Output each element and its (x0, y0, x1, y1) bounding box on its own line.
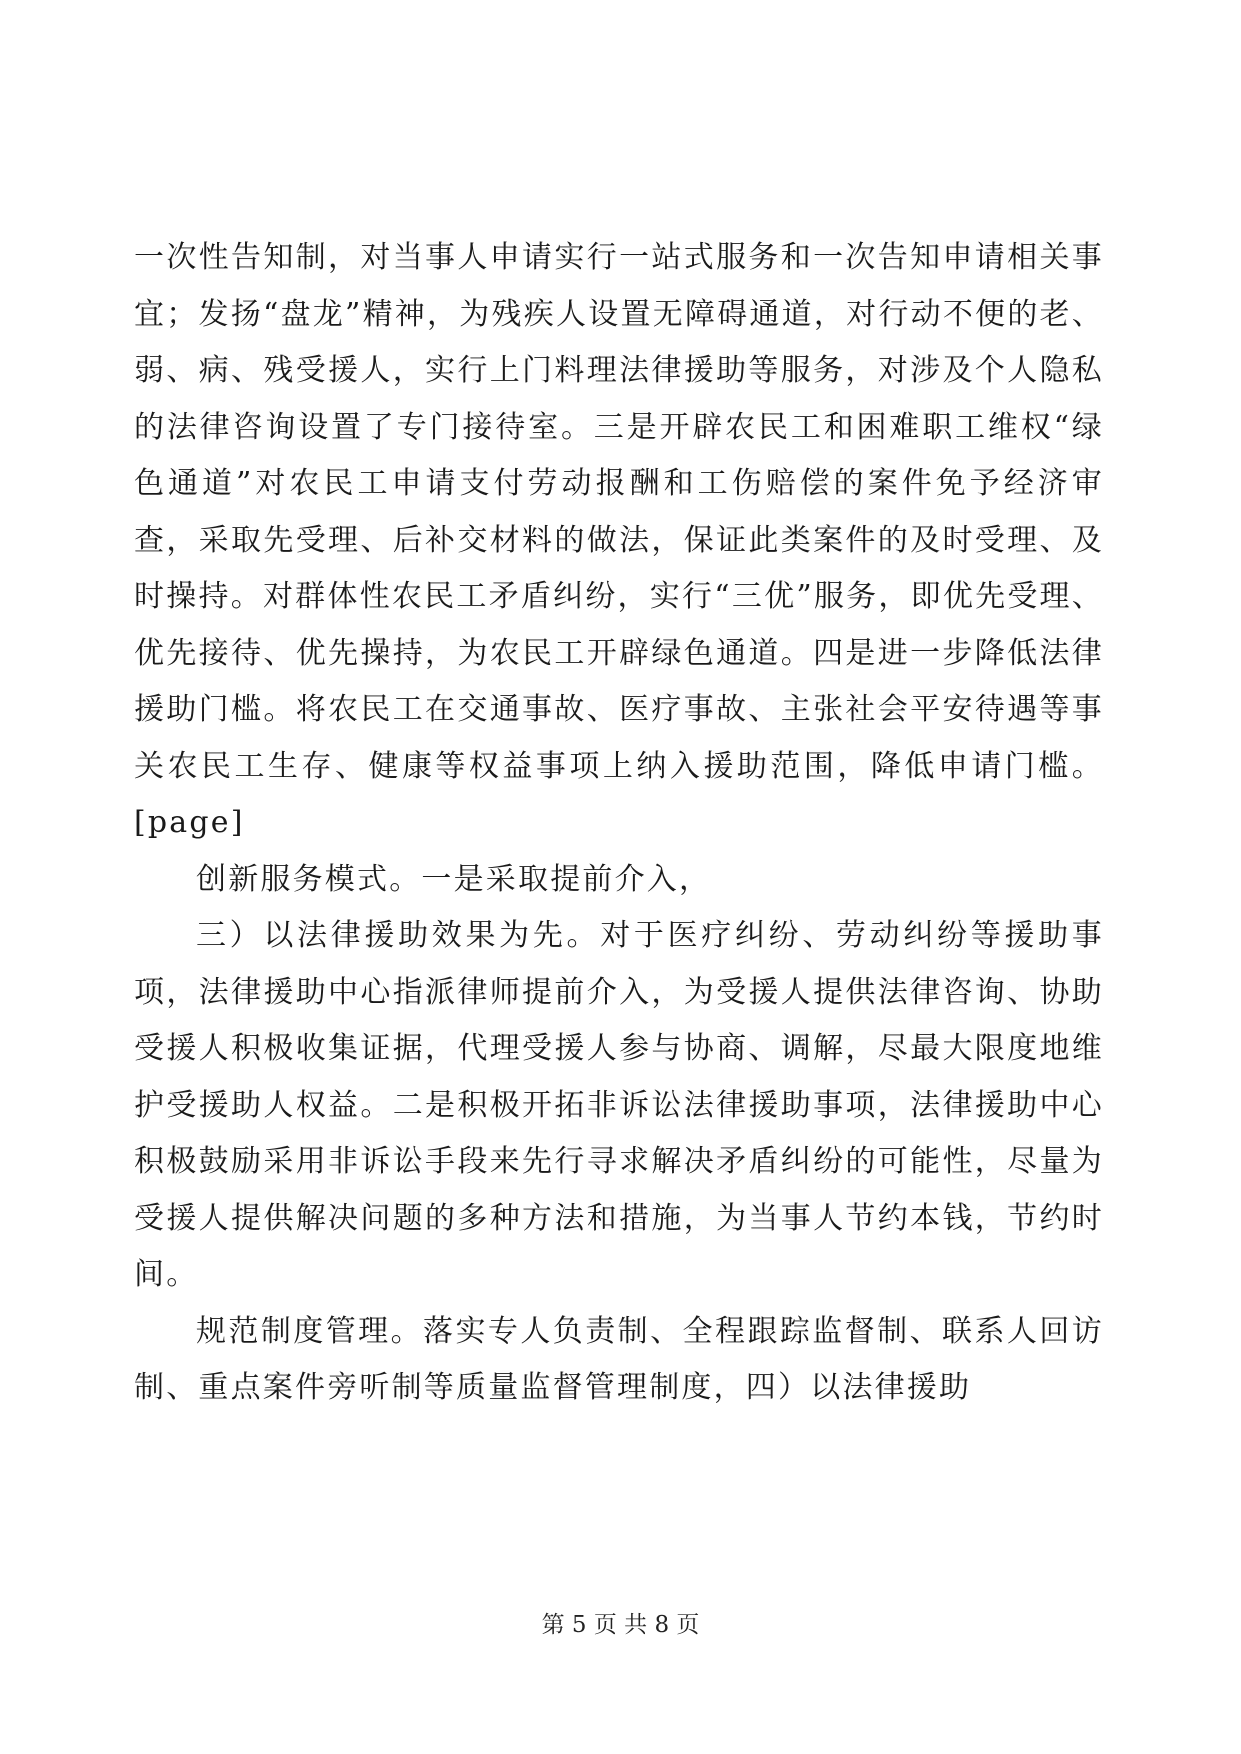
paragraph-1: 一次性告知制，对当事人申请实行一站式服务和一次告知申请相关事宜；发扬“盘龙”精神，为残疾人设置无障碍通道，对行动不便的老、弱、病、残受援人，实行上门料理法律援助等服务，对涉及个人隐私的法律咨询设置了专门接待室。三是开辟农民工和困难职工维权“绿色通道”对农民工申请支付劳动报酬和工伤赔偿的案件免予经济审查，采取先受理、后补交材料的做法，保证此类案件的及时受理、及时操持。对群体性农民工矛盾纠纷，实行“三优”服务，即优先受理、优先接待、优先操持，为农民工开辟绿色通道。四是进一步降低法律援助门槛。将农民工在交通事故、医疗事故、主张社会平安待遇等事关农民工生存、健康等权益事项上纳入援助范围，降低申请门槛。[page] (134, 240, 1104, 840)
paragraph-3: 三）以法律援助效果为先。对于医疗纠纷、劳动纠纷等援助事项，法律援助中心指派律师提前介入，为受援人提供法律咨询、协助受援人积极收集证据，代理受援人参与协商、调解，尽最大限度地维护受援助人权益。二是积极开拓非诉讼法律援助事项，法律援助中心积极鼓励采用非诉讼手段来先行寻求解决矛盾纠纷的可能性，尽量为受援人提供解决问题的多种方法和措施，为当事人节约本钱，节约时间。 (134, 918, 1104, 1292)
page-footer: 第 5 页 共 8 页 (541, 1612, 700, 1638)
paragraph-4: 规范制度管理。落实专人负责制、全程跟踪监督制、联系人回访制、重点案件旁听制等质量监督管理制度，四）以法律援助 (134, 1313, 1104, 1405)
paragraph-2: 创新服务模式。一是采取提前介入， (196, 861, 712, 897)
document-body (134, 230, 1104, 1417)
